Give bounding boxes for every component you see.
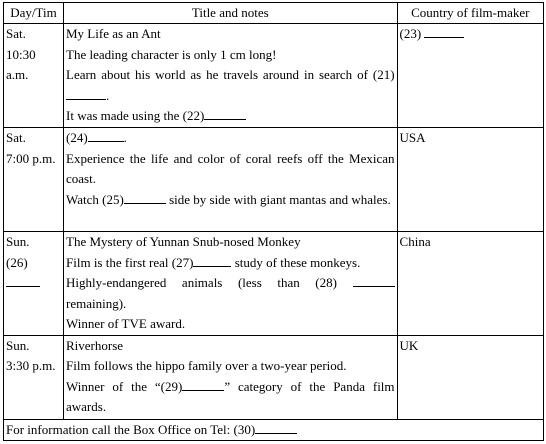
table-row xyxy=(4,335,544,419)
answer-blank xyxy=(66,86,106,100)
time-text: (26) xyxy=(6,253,61,294)
note-paragraph: Learn about his world as he travels around in search of (21). xyxy=(66,67,395,103)
time-text: 7:00 p.m. xyxy=(6,150,56,166)
table-row xyxy=(4,232,544,336)
country-cell: China xyxy=(397,232,543,336)
answer-blank xyxy=(353,273,395,287)
blank-number: (25) xyxy=(102,191,124,207)
notes-cell xyxy=(64,232,398,336)
note-line: The leading character is only 1 cm long! xyxy=(66,46,277,62)
blank-number: (23) xyxy=(399,26,422,41)
table-row xyxy=(4,128,544,232)
notes-cell xyxy=(64,24,398,128)
film-title: (24) . xyxy=(66,130,127,145)
day-time-cell xyxy=(4,128,64,232)
footer-row xyxy=(4,419,544,441)
film-title: The Mystery of Yunnan Snub-nosed Monkey xyxy=(66,234,301,249)
film-title: Riverhorse xyxy=(66,337,124,353)
film-title: My Life as an Ant xyxy=(66,26,161,41)
header-row xyxy=(4,3,544,24)
header-day-time: Day/Tim xyxy=(4,3,64,24)
day-text: Sat. xyxy=(6,26,26,41)
day-time-cell xyxy=(4,232,64,336)
answer-blank xyxy=(255,420,297,434)
answer-blank xyxy=(193,253,231,267)
note-paragraph: Watch (25) side by side with giant mantas and whales. xyxy=(66,191,391,207)
blank-number: (21) xyxy=(372,67,395,82)
note-line: Film is the first real (27) study of these monkeys. xyxy=(66,254,361,270)
note-paragraph: Winner of the “(29) ” category of the Panda film awards. xyxy=(66,378,395,414)
header-title-notes: Title and notes xyxy=(64,3,398,24)
day-time-cell xyxy=(4,335,64,419)
note-paragraph: Experience the life and color of coral reefs off the Mexican coast. xyxy=(66,150,395,186)
footer-cell xyxy=(4,419,544,441)
table-row xyxy=(4,24,544,128)
blank-number: (22) xyxy=(182,108,205,123)
note-text: Learn about his world as he travels around in search of xyxy=(66,67,368,82)
day-time-cell xyxy=(4,24,64,128)
answer-blank xyxy=(124,190,166,204)
notes-cell xyxy=(64,128,398,232)
time-text: 3:30 p.m. xyxy=(6,358,56,373)
answer-blank xyxy=(424,24,464,38)
time-text: 10:30 a.m. xyxy=(6,46,36,82)
answer-blank xyxy=(6,273,40,287)
film-schedule-table xyxy=(3,2,544,441)
country-cell xyxy=(397,24,543,128)
country-cell: UK xyxy=(397,335,543,419)
day-text: Sat. xyxy=(6,130,26,145)
note-line: Film follows the hippo family over a two-year period. xyxy=(66,358,347,373)
country-cell: USA xyxy=(397,128,543,232)
day-text: Sun. xyxy=(6,234,30,249)
answer-blank xyxy=(182,377,224,391)
note-line: Winner of TVE award. xyxy=(66,316,186,331)
notes-cell xyxy=(64,335,398,419)
note-line: It was made using the (22) xyxy=(66,106,395,127)
header-country: Country of film-maker xyxy=(397,3,543,24)
day-text: Sun. xyxy=(6,337,30,353)
note-paragraph: Highly-endangered animals (less than (28) remaining). xyxy=(66,273,395,314)
footer-text: For information call the Box Office on Tel: (30) xyxy=(6,421,256,437)
answer-blank xyxy=(88,128,124,142)
answer-blank xyxy=(204,106,246,120)
